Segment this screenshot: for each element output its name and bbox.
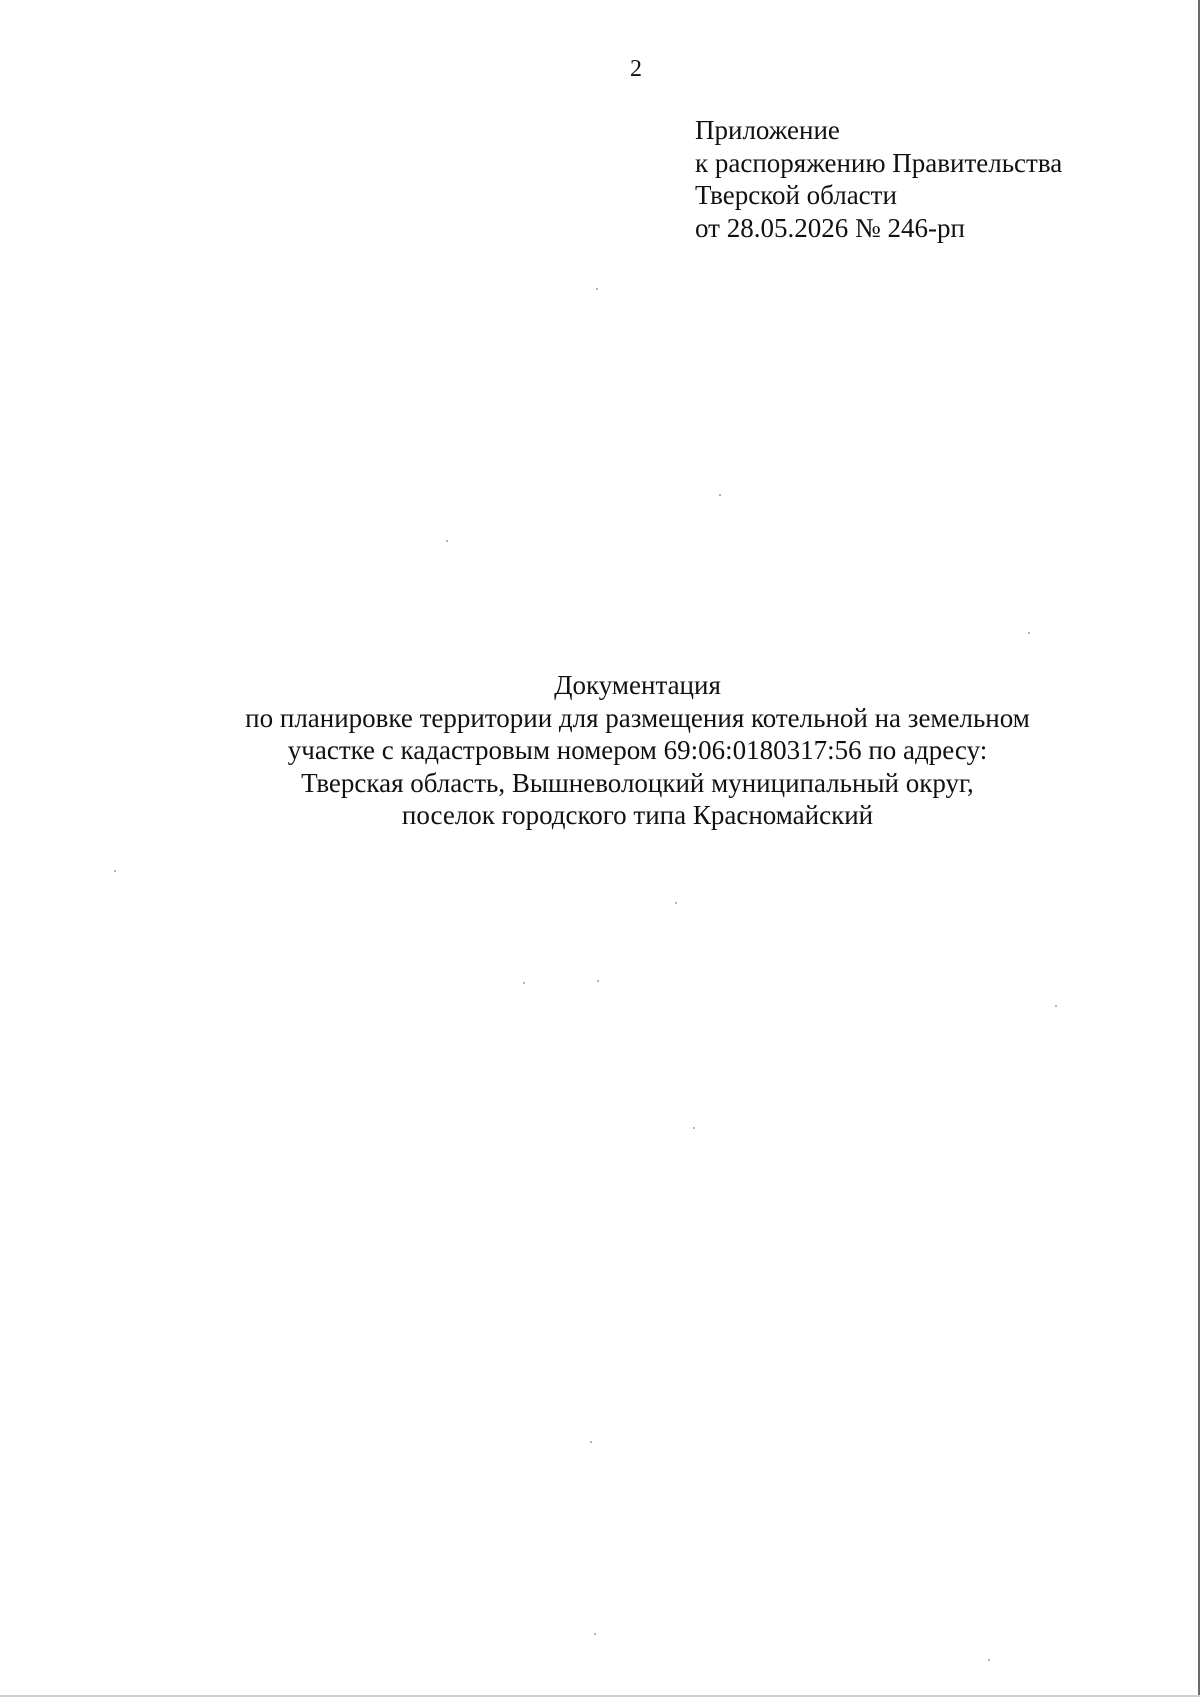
document-title-line: участке с кадастровым номером 69:06:0180317:56 по адресу: (287, 735, 988, 765)
scan-speck (1028, 632, 1030, 634)
document-title (150, 669, 1125, 832)
scan-speck (719, 494, 721, 496)
appendix-block (695, 114, 1135, 244)
appendix-heading: Приложение (695, 115, 840, 145)
scan-speck (1055, 1005, 1057, 1007)
scan-speck (988, 1659, 990, 1661)
document-title-line: Тверская область, Вышневолоцкий муниципальный округ, (301, 767, 974, 798)
scan-speck (523, 982, 525, 984)
scan-speck (594, 1633, 596, 1635)
appendix-date-number: от 28.05.2026 № 246-рп (695, 212, 965, 243)
appendix-line: к распоряжению Правительства (695, 147, 1063, 178)
document-title-line: поселок городского типа Красномайский (401, 800, 874, 830)
scan-speck (596, 288, 598, 290)
scan-speck (693, 1127, 695, 1129)
page-number: 2 (630, 56, 642, 82)
scan-speck (114, 870, 116, 872)
document-title-heading: Документация (554, 670, 721, 700)
scan-speck (446, 540, 448, 542)
scan-speck (675, 902, 677, 904)
scan-speck (590, 1441, 592, 1443)
appendix-line: Тверской области (695, 180, 897, 210)
document-title-line: по планировке территории для размещения котельной на земельном (245, 702, 1030, 733)
scan-speck (597, 980, 599, 982)
